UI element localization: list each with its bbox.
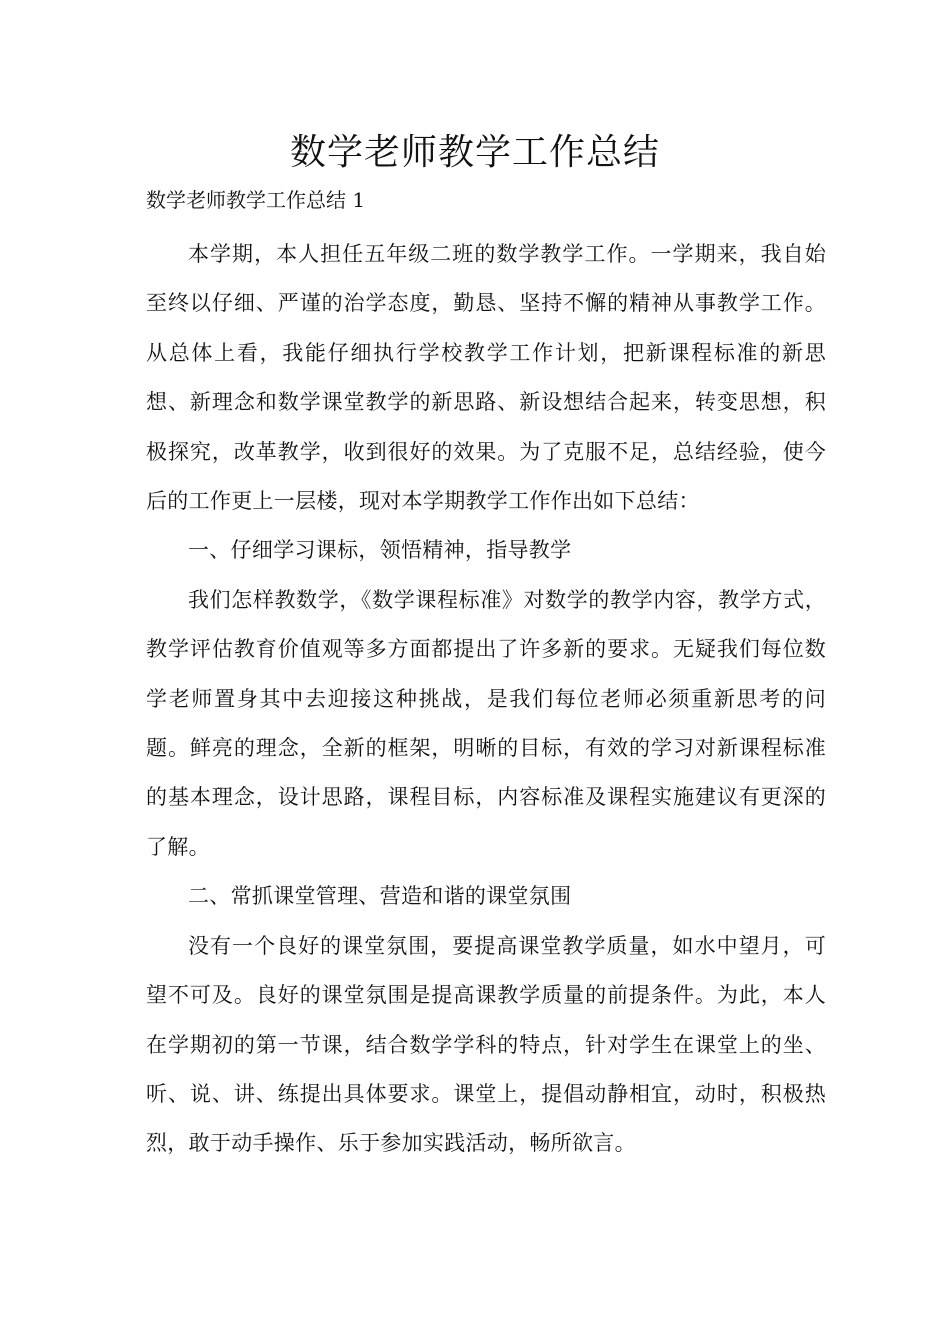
document-body bbox=[146, 230, 826, 1169]
document-title: 数学老师教学工作总结 bbox=[289, 132, 660, 173]
section-heading-2: 二、常抓课堂管理、营造和谐的课堂氛围 bbox=[188, 884, 572, 909]
paragraph-intro: 本学期，本人担任五年级二班的数学教学工作。一学期来，我自始至终以仔细、严谨的治学态度，勤恳、坚持不懈的精神从事教学工作。从总体上看，我能仔细执行学校教学工作计划，把新课程标准的新思想、新理念和数学课堂教学的新思路、新设想结合起来，转变思想，积极探究，改革教学，收到很好的效果。为了克服不足，总结经验，使今后的工作更上一层楼，现对本学期教学工作作出如下总结： bbox=[146, 242, 826, 514]
document-subtitle: 数学老师教学工作总结 1 bbox=[146, 188, 366, 212]
paragraph-section-1: 我们怎样教数学，《数学课程标准》对数学的教学内容，教学方式，教学评估教育价值观等多方面都提出了许多新的要求。无疑我们每位数学老师置身其中去迎接这种挑战，是我们每位老师必须重新思考的问题。鲜亮的理念，全新的框架，明晰的目标，有效的学习对新课程标准的基本理念，设计思路，课程目标，内容标准及课程实施建议有更深的了解。 bbox=[146, 587, 826, 859]
section-heading-1: 一、仔细学习课标，领悟精神，指导教学 bbox=[188, 538, 572, 563]
paragraph-section-2: 没有一个良好的课堂氛围，要提高课堂教学质量，如水中望月，可望不可及。良好的课堂氛围是提高课教学质量的前提条件。为此，本人在学期初的第一节课，结合数学学科的特点，针对学生在课堂上的坐、听、说、讲、练提出具体要求。课堂上，提倡动静相宜，动时，积极热烈，敢于动手操作、乐于参加实践活动，畅所欲言。 bbox=[146, 933, 826, 1156]
